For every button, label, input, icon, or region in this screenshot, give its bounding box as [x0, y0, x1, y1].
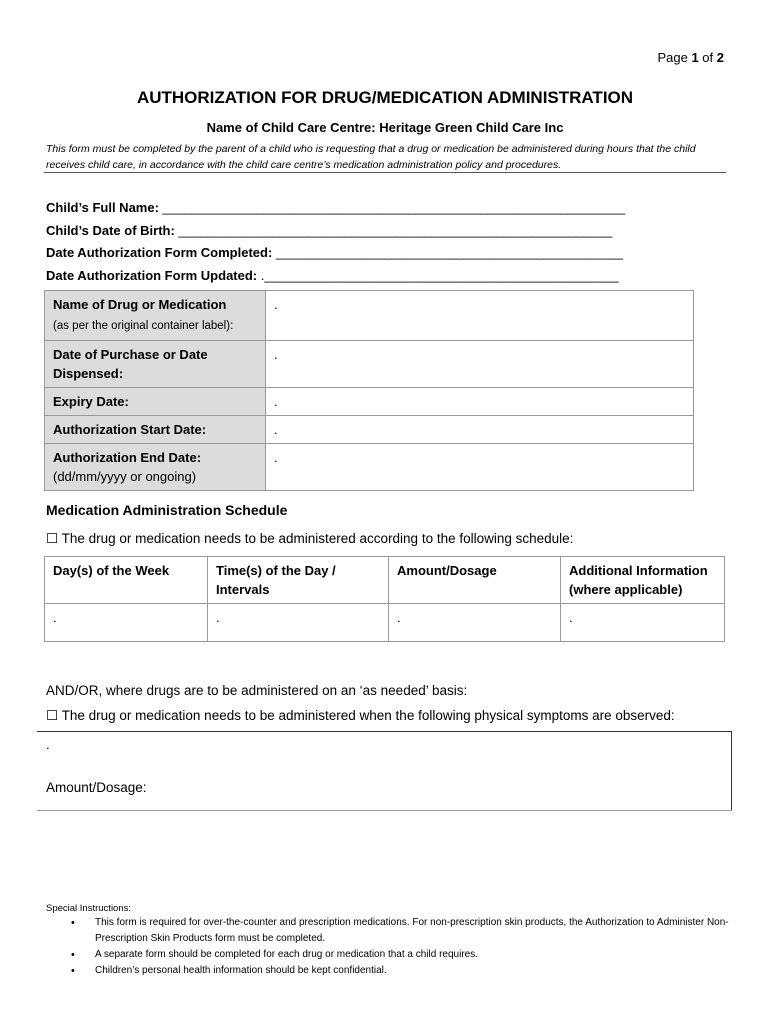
schedule-cell-amount[interactable]: . [389, 604, 561, 642]
end-date-sublabel: (dd/mm/yyyy or ongoing) [53, 469, 197, 484]
symptoms-box[interactable] [37, 731, 732, 811]
date-completed-label: Date Authorization Form Completed: [46, 245, 273, 260]
col-times: Time(s) of the Day / Intervals [208, 557, 389, 604]
special-instructions-list [46, 915, 770, 979]
child-full-name-label: Child’s Full Name: [46, 200, 159, 215]
medication-info-table [44, 290, 694, 491]
date-updated-blank[interactable]: ._________________________________________________ [257, 268, 619, 283]
divider [44, 172, 726, 173]
schedule-checkbox[interactable]: ☐ The drug or medication needs to be administered according to the following schedule: [46, 531, 574, 546]
schedule-table [44, 556, 725, 642]
date-updated-field[interactable] [46, 268, 619, 283]
page-current: 1 [691, 50, 699, 65]
form-title: AUTHORIZATION FOR DRUG/MEDICATION ADMINISTRATION [136, 88, 634, 107]
drug-name-sublabel: (as per the original container label): [53, 320, 234, 332]
page-prefix: Page [657, 50, 692, 65]
centre-name: Name of Child Care Centre: Heritage Green Child Care Inc [206, 120, 564, 135]
expiry-date-value[interactable]: . [266, 388, 694, 416]
date-completed-field[interactable] [46, 245, 623, 260]
list-item: • Children’s personal health information should be kept confidential. [95, 963, 770, 979]
special-instructions-heading: Special Instructions: [46, 903, 132, 914]
schedule-cell-days[interactable]: . [45, 604, 208, 642]
date-completed-blank[interactable]: ________________________________________________ [272, 245, 623, 260]
start-date-label: Authorization Start Date: [45, 416, 266, 444]
child-dob-field[interactable] [46, 223, 612, 238]
end-date-label-text: Authorization End Date: [53, 450, 202, 465]
col-amount: Amount/Dosage [389, 557, 561, 604]
child-full-name-blank[interactable]: ________________________________________________________________ [158, 200, 626, 215]
page-number [657, 50, 724, 65]
start-date-value[interactable]: . [266, 416, 694, 444]
drug-name-label [45, 291, 266, 341]
expiry-date-label: Expiry Date: [45, 388, 266, 416]
page-of: of [698, 50, 717, 65]
symptoms-box-bottom [37, 810, 732, 811]
child-dob-label: Child’s Date of Birth: [46, 223, 175, 238]
child-dob-blank[interactable]: ____________________________________________________________ [174, 223, 613, 238]
end-date-label [45, 444, 266, 491]
symptoms-value[interactable]: . [46, 737, 50, 752]
child-full-name-field[interactable] [46, 200, 625, 215]
drug-name-value[interactable]: . [266, 291, 694, 341]
col-additional-info: Additional Information (where applicable) [561, 557, 725, 604]
symptoms-checkbox[interactable]: ☐ The drug or medication needs to be administered when the following physical symptoms are observed: [46, 708, 675, 723]
col-days: Day(s) of the Week [45, 557, 208, 604]
form-intro: This form must be completed by the parent of a child who is requesting that a drug or medication be administered during hours that the child receives child care, in accordance with the child care centre’s medication administration policy and procedures. [46, 143, 696, 171]
as-needed-intro: AND/OR, where drugs are to be administered on an ‘as needed’ basis: [46, 683, 468, 698]
list-item: • A separate form should be completed for each drug or medication that a child requires. [95, 947, 770, 963]
purchase-date-value[interactable]: . [266, 341, 694, 388]
purchase-date-label: Date of Purchase or Date Dispensed: [45, 341, 266, 388]
schedule-heading: Medication Administration Schedule [46, 502, 288, 518]
page-total: 2 [716, 50, 724, 65]
end-date-value[interactable]: . [266, 444, 694, 491]
schedule-cell-additional[interactable]: . [561, 604, 725, 642]
list-item: • This form is required for over-the-counter and prescription medications. For non-prescription skin products, the Authorization to Administer Non-Prescription Skin Products form must be completed. [95, 915, 770, 947]
amount-dosage-label: Amount/Dosage: [46, 780, 147, 795]
schedule-cell-times[interactable]: . [208, 604, 389, 642]
date-updated-label: Date Authorization Form Updated: [46, 268, 258, 283]
drug-name-label-text: Name of Drug or Medication [53, 297, 227, 312]
